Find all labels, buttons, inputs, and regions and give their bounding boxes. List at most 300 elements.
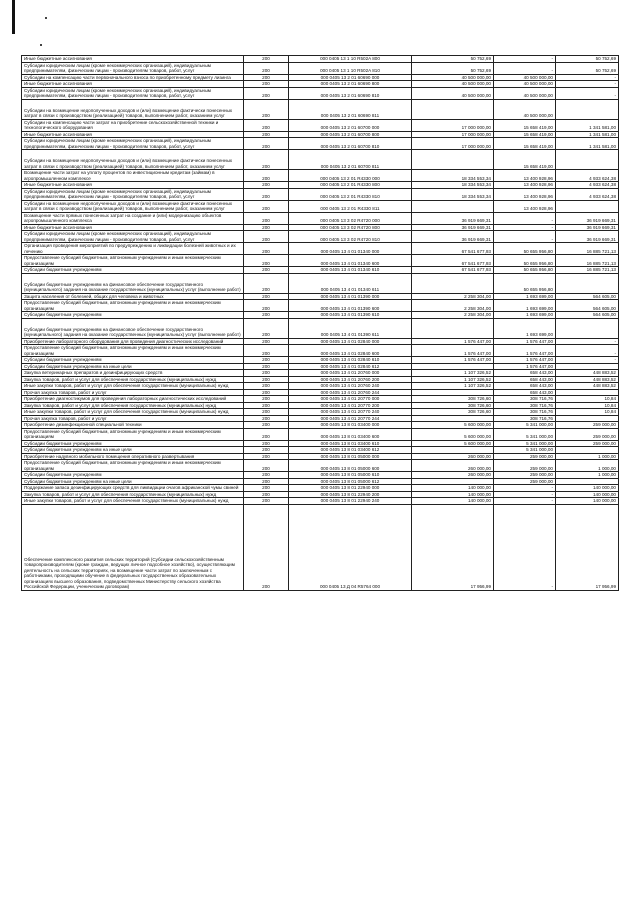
row-approved-amount: 18 334 553,34	[412, 170, 494, 182]
table-row	[22, 447, 619, 454]
row-line-code: 200	[244, 87, 289, 99]
row-line-code: 200	[244, 312, 289, 319]
row-executed-amount: 1 576 447,00	[494, 345, 556, 357]
table-row	[22, 243, 619, 255]
row-budget-code: 000 0405 13 2 01 60700 000	[289, 119, 412, 131]
row-line-code: 200	[244, 338, 289, 345]
table-row	[22, 62, 619, 74]
row-budget-code: 000 0405 13 8 01 05000 612	[289, 478, 412, 485]
row-name: Закупка ветеринарных препаратов и дезинфицирующих средств	[22, 370, 244, 377]
row-approved-amount: 36 919 669,31	[412, 231, 494, 243]
row-line-code: 200	[244, 345, 289, 357]
row-remainder-amount: 50 752,69	[556, 62, 619, 74]
row-budget-code: 000 0405 13 2 01 R4330 811	[289, 200, 412, 212]
row-remainder-amount: 16 885 721,13	[556, 243, 619, 255]
row-name: Субсидии на возмещение недополученных доходов и (или) возмещение фактически понесенных затрат в связи с производством (реализацией) товаров, выполнением работ, оказанием услуг	[22, 99, 244, 119]
table-row	[22, 504, 619, 590]
row-executed-amount: 1 693 699,00	[494, 300, 556, 312]
row-line-code: 200	[244, 428, 289, 440]
row-name: Субсидии бюджетным учреждениям	[22, 312, 244, 319]
row-line-code: 200	[244, 131, 289, 138]
row-name: Приобретение надувного мобильного помещения оперативного развертывания	[22, 453, 244, 460]
row-budget-code: 000 0405 13 8 01 22940 200	[289, 491, 412, 498]
row-executed-amount: 40 500 000,00	[494, 87, 556, 99]
table-row	[22, 318, 619, 338]
row-remainder-amount: 140 000,00	[556, 491, 619, 498]
row-remainder-amount: 448 883,52	[556, 383, 619, 390]
row-executed-amount: 40 500 000,00	[494, 99, 556, 119]
table-row	[22, 231, 619, 243]
row-name: Поддержание запаса дезинфицирующих средств для ликвидации очагов африканской чумы свиней	[22, 485, 244, 492]
row-executed-amount: 259 000,00	[494, 478, 556, 485]
row-budget-code: 000 0405 13 2 01 60690 810	[289, 87, 412, 99]
row-executed-amount: 259 000,00	[494, 453, 556, 460]
row-remainder-amount: -	[556, 74, 619, 81]
row-line-code: 200	[244, 376, 289, 383]
row-name: Иные бюджетные ассигнования	[22, 182, 244, 189]
row-approved-amount	[412, 273, 494, 293]
row-budget-code: 000 0405 13 4 01 20760 200	[289, 376, 412, 383]
row-remainder-amount: 4 933 624,38	[556, 188, 619, 200]
row-line-code: 200	[244, 383, 289, 390]
row-name: Субсидии юридическим лицам (кроме некоммерческих организаций), индивидуальным предпринимателям, физическим лицам - производителям товаров, работ, услуг	[22, 231, 244, 243]
row-executed-amount: 40 500 000,00	[494, 74, 556, 81]
row-approved-amount: 140 000,00	[412, 491, 494, 498]
row-budget-code: 000 0405 13 8 01 05000 000	[289, 453, 412, 460]
row-remainder-amount: 36 919 669,31	[556, 212, 619, 224]
row-line-code: 200	[244, 422, 289, 429]
row-approved-amount: 36 919 669,31	[412, 224, 494, 231]
row-budget-code: 000 0405 13 4 01 01390 000	[289, 293, 412, 300]
row-approved-amount: 18 334 553,34	[412, 182, 494, 189]
row-budget-code: 000 0405 13 2 01 60700 810	[289, 138, 412, 150]
row-remainder-amount: 50 752,69	[556, 56, 619, 63]
row-line-code: 200	[244, 402, 289, 409]
row-executed-amount: 15 658 419,00	[494, 131, 556, 138]
row-approved-amount: 260 000,00	[412, 460, 494, 472]
row-approved-amount: 17 000 000,00	[412, 131, 494, 138]
table-row	[22, 138, 619, 150]
row-executed-amount: -	[494, 231, 556, 243]
row-budget-code: 000 0405 13 4 01 20760 240	[289, 383, 412, 390]
scan-dot	[40, 44, 42, 46]
row-budget-code: 000 0405 13 Д 04 R5764 000	[289, 504, 412, 590]
row-remainder-amount: 1 000,00	[556, 453, 619, 460]
row-budget-code: 000 0405 13 2 01 R4330 810	[289, 188, 412, 200]
row-budget-code: 000 0405 13 4 01 02840 610	[289, 357, 412, 364]
row-budget-code: 000 0405 13 2 01 60690 000	[289, 74, 412, 81]
row-approved-amount: 5 600 000,00	[412, 440, 494, 447]
row-budget-code: 000 0405 13 4 01 01340 611	[289, 273, 412, 293]
row-approved-amount: 5 600 000,00	[412, 422, 494, 429]
row-remainder-amount: -	[556, 87, 619, 99]
row-executed-amount: 259 000,00	[494, 472, 556, 479]
row-remainder-amount: 17 956,99	[556, 504, 619, 590]
row-line-code: 200	[244, 99, 289, 119]
row-budget-code: 000 0405 13 4 01 20760 000	[289, 370, 412, 377]
row-budget-code: 000 0405 13 1 10 R502A 810	[289, 62, 412, 74]
table-row	[22, 119, 619, 131]
scan-mark	[12, 0, 15, 34]
table-row	[22, 200, 619, 212]
row-remainder-amount: 4 933 624,38	[556, 170, 619, 182]
row-budget-code: 000 0405 13 2 01 60700 800	[289, 131, 412, 138]
row-budget-code: 000 0405 13 4 01 20770 240	[289, 409, 412, 416]
table-row	[22, 428, 619, 440]
table-row	[22, 338, 619, 345]
row-remainder-amount: 259 000,00	[556, 440, 619, 447]
row-executed-amount: -	[494, 504, 556, 590]
row-approved-amount: 2 258 304,00	[412, 293, 494, 300]
row-approved-amount: 1 107 326,52	[412, 383, 494, 390]
row-name: Иные бюджетные ассигнования	[22, 224, 244, 231]
row-remainder-amount: 448 883,52	[556, 370, 619, 377]
row-name: Закупка товаров, работ и услуг для обеспечения государственных (муниципальных) нужд	[22, 376, 244, 383]
row-budget-code: 000 0405 13 4 01 01390 611	[289, 318, 412, 338]
row-name: Иные бюджетные ассигнования	[22, 56, 244, 63]
row-name: Приобретение диагностикумов для проведения лабораторных диагностических исследований	[22, 396, 244, 403]
row-name: Иные бюджетные ассигнования	[22, 131, 244, 138]
table-row	[22, 99, 619, 119]
row-executed-amount: 1 576 447,00	[494, 363, 556, 370]
row-name: Защита населения от болезней, общих для человека и животных	[22, 293, 244, 300]
row-executed-amount: 5 341 000,00	[494, 422, 556, 429]
row-line-code: 200	[244, 150, 289, 170]
row-approved-amount: 40 500 000,00	[412, 74, 494, 81]
row-line-code: 200	[244, 182, 289, 189]
row-line-code: 200	[244, 440, 289, 447]
row-remainder-amount	[556, 318, 619, 338]
row-executed-amount: -	[494, 56, 556, 63]
row-executed-amount: 308 716,76	[494, 402, 556, 409]
row-approved-amount: 260 000,00	[412, 472, 494, 479]
row-line-code: 200	[244, 255, 289, 267]
row-remainder-amount: 564 605,00	[556, 300, 619, 312]
row-name: Обеспечение комплексного развития сельских территорий (Субсидии сельскохозяйственным товаропроизводителям (кроме граждан, ведущих личное подсобное хозяйство), осуществляющим деятельность на сельских территориях, на возмещение части затрат по заключенным с работниками, проходящими обучение в федеральных государственных образовательных организациях высшего образования, подведомственных Министерству сельского хозяйства Российской Федерации, ученическим договорам)	[22, 504, 244, 590]
row-executed-amount: 15 658 419,00	[494, 119, 556, 131]
row-approved-amount	[412, 150, 494, 170]
row-line-code: 200	[244, 396, 289, 403]
row-budget-code: 000 0405 13 8 01 22940 000	[289, 485, 412, 492]
row-name: Прочая закупка товаров, работ и услуг	[22, 415, 244, 422]
row-line-code: 200	[244, 212, 289, 224]
row-line-code: 200	[244, 119, 289, 131]
row-name: Субсидии юридическим лицам (кроме некоммерческих организаций), индивидуальным предпринимателям, физическим лицам - производителям товаров, работ, услуг	[22, 188, 244, 200]
row-executed-amount: 1 693 699,00	[494, 293, 556, 300]
row-remainder-amount: 448 883,52	[556, 376, 619, 383]
row-remainder-amount: 1 000,00	[556, 472, 619, 479]
row-name: Приобретение лабораторного оборудования для проведения диагностических исследований	[22, 338, 244, 345]
row-budget-code: 000 0405 13 1 10 R502A 800	[289, 56, 412, 63]
row-executed-amount: 13 400 928,96	[494, 182, 556, 189]
table-row	[22, 74, 619, 81]
row-approved-amount: 40 500 000,00	[412, 81, 494, 88]
row-name: Возмещение части прямых понесенных затрат на создание и (или) модернизацию объектов агропромышленного комплекса	[22, 212, 244, 224]
row-name: Организация проведения мероприятий по предупреждению и ликвидации болезней животных и их лечению	[22, 243, 244, 255]
row-line-code: 200	[244, 300, 289, 312]
row-line-code: 200	[244, 357, 289, 364]
row-approved-amount: 17 000 000,00	[412, 119, 494, 131]
row-approved-amount: 17 956,99	[412, 504, 494, 590]
row-line-code: 200	[244, 170, 289, 182]
row-executed-amount: 50 655 956,80	[494, 267, 556, 274]
row-approved-amount: 308 726,60	[412, 402, 494, 409]
row-remainder-amount: 36 919 669,31	[556, 224, 619, 231]
row-line-code: 200	[244, 231, 289, 243]
row-approved-amount: 1 107 326,52	[412, 376, 494, 383]
row-executed-amount: -	[494, 498, 556, 505]
row-line-code: 200	[244, 453, 289, 460]
table-row	[22, 363, 619, 370]
row-remainder-amount	[556, 200, 619, 212]
row-approved-amount: 5 600 000,00	[412, 428, 494, 440]
row-remainder-amount: 10,84	[556, 402, 619, 409]
row-name: Субсидии на возмещение недополученных доходов и (или) возмещение фактически понесенных затрат в связи с производством (реализацией) товаров, выполнением работ, оказанием услуг	[22, 150, 244, 170]
row-executed-amount: 13 400 928,96	[494, 200, 556, 212]
table-row	[22, 170, 619, 182]
row-approved-amount: 40 500 000,00	[412, 87, 494, 99]
row-remainder-amount: 564 605,00	[556, 312, 619, 319]
row-executed-amount: 50 655 956,80	[494, 255, 556, 267]
row-remainder-amount: 16 885 721,13	[556, 267, 619, 274]
row-executed-amount: 1 576 447,00	[494, 338, 556, 345]
table-row	[22, 87, 619, 99]
row-line-code: 200	[244, 56, 289, 63]
row-budget-code: 000 0405 13 4 01 01340 000	[289, 243, 412, 255]
row-name: Субсидии на компенсацию части затрат на приобретение сельскохозяйственной техники и технологического оборудования	[22, 119, 244, 131]
row-line-code: 200	[244, 478, 289, 485]
row-line-code: 200	[244, 504, 289, 590]
row-approved-amount: 36 919 669,31	[412, 212, 494, 224]
table-row	[22, 212, 619, 224]
row-name: Закупка товаров, работ и услуг для обеспечения государственных (муниципальных) нужд	[22, 402, 244, 409]
table-row	[22, 300, 619, 312]
row-approved-amount: 1 576 447,00	[412, 357, 494, 364]
row-name: Субсидии юридическим лицам (кроме некоммерческих организаций), индивидуальным предпринимателям, физическим лицам - производителям товаров, работ, услуг	[22, 87, 244, 99]
table-row	[22, 460, 619, 472]
table-body	[22, 56, 619, 591]
row-line-code: 200	[244, 370, 289, 377]
row-name: Субсидии на компенсацию части первоначального взноса по приобретенному предмету лизинга	[22, 74, 244, 81]
row-approved-amount	[412, 99, 494, 119]
scan-dot	[45, 17, 47, 19]
row-approved-amount: 50 752,69	[412, 56, 494, 63]
row-name: Предоставление субсидий бюджетным, автономным учреждениям и иным некоммерческим организациям	[22, 255, 244, 267]
row-remainder-amount	[556, 150, 619, 170]
row-name: Предоставление субсидий бюджетным, автономным учреждениям и иным некоммерческим организациям	[22, 300, 244, 312]
row-line-code: 200	[244, 81, 289, 88]
table-row	[22, 255, 619, 267]
row-name: Субсидии на возмещение недополученных доходов и (или) возмещение фактически понесенных затрат в связи с производством (реализацией) товаров, выполнением работ, оказанием услуг	[22, 200, 244, 212]
row-executed-amount: 308 716,76	[494, 396, 556, 403]
table-row	[22, 345, 619, 357]
row-remainder-amount	[556, 99, 619, 119]
row-remainder-amount: -	[556, 81, 619, 88]
row-budget-code: 000 0405 13 4 01 01390 610	[289, 312, 412, 319]
row-approved-amount: 17 000 000,00	[412, 138, 494, 150]
row-executed-amount: 658 443,00	[494, 383, 556, 390]
row-remainder-amount: -	[556, 357, 619, 364]
row-executed-amount: 50 655 956,80	[494, 273, 556, 293]
row-approved-amount	[412, 318, 494, 338]
row-budget-code: 000 0405 13 2 01 60700 811	[289, 150, 412, 170]
row-executed-amount: -	[494, 485, 556, 492]
row-approved-amount: 1 576 447,00	[412, 338, 494, 345]
row-budget-code: 000 0405 13 2 01 60690 811	[289, 99, 412, 119]
row-budget-code: 000 0405 13 8 01 03400 612	[289, 447, 412, 454]
row-line-code: 200	[244, 485, 289, 492]
row-budget-code: 000 0405 13 3 02 R4720 000	[289, 212, 412, 224]
row-name: Субсидии бюджетным учреждениям	[22, 267, 244, 274]
table-row	[22, 188, 619, 200]
row-line-code: 200	[244, 389, 289, 396]
row-approved-amount: 1 576 447,00	[412, 345, 494, 357]
row-name: Возмещение части затрат на уплату процентов по инвестиционным кредитам (займам) в агропромышленном комплексе	[22, 170, 244, 182]
row-remainder-amount: 36 919 669,31	[556, 231, 619, 243]
row-approved-amount: 2 258 304,00	[412, 300, 494, 312]
row-name: Предоставление субсидий бюджетным, автономным учреждениям и иным некоммерческим организациям	[22, 460, 244, 472]
row-line-code: 200	[244, 415, 289, 422]
row-budget-code: 000 0405 13 4 01 02840 612	[289, 363, 412, 370]
row-name: Субсидии юридическим лицам (кроме некоммерческих организаций), индивидуальным предпринимателям, физическим лицам - производителям товаров, работ, услуг	[22, 62, 244, 74]
row-name: Субсидии бюджетным учреждениям на финансовое обеспечение государственного (муниципального) задания на оказание государственных (муниципальных) услуг (выполнение работ)	[22, 273, 244, 293]
row-name: Субсидии бюджетным учреждениям	[22, 472, 244, 479]
row-budget-code: 000 0405 13 4 01 01340 600	[289, 255, 412, 267]
row-remainder-amount: 259 000,00	[556, 428, 619, 440]
row-budget-code: 000 0405 13 2 01 60690 800	[289, 81, 412, 88]
row-budget-code: 000 0405 13 8 01 22940 240	[289, 498, 412, 505]
row-approved-amount	[412, 200, 494, 212]
row-executed-amount: 13 400 928,96	[494, 188, 556, 200]
row-name: Закупка товаров, работ и услуг для обеспечения государственных (муниципальных) нужд	[22, 491, 244, 498]
row-name: Предоставление субсидий бюджетным, автономным учреждениям и иным некоммерческим организациям	[22, 345, 244, 357]
row-remainder-amount: 259 000,00	[556, 422, 619, 429]
row-executed-amount: 15 658 419,00	[494, 150, 556, 170]
row-budget-code: 000 0405 13 8 01 05000 610	[289, 472, 412, 479]
row-executed-amount: 308 716,76	[494, 415, 556, 422]
row-approved-amount: 308 726,60	[412, 396, 494, 403]
row-line-code: 200	[244, 62, 289, 74]
row-line-code: 200	[244, 74, 289, 81]
row-line-code: 200	[244, 188, 289, 200]
row-approved-amount: 50 752,69	[412, 62, 494, 74]
row-budget-code: 000 0405 13 4 01 20770 200	[289, 402, 412, 409]
row-executed-amount: 1 693 699,00	[494, 312, 556, 319]
row-budget-code: 000 0405 13 8 01 05000 600	[289, 460, 412, 472]
row-approved-amount: 140 000,00	[412, 498, 494, 505]
row-line-code: 200	[244, 267, 289, 274]
row-name: Субсидии бюджетным учреждениям	[22, 440, 244, 447]
table-row	[22, 422, 619, 429]
row-line-code: 200	[244, 460, 289, 472]
row-executed-amount: 5 341 000,00	[494, 447, 556, 454]
row-line-code: 200	[244, 243, 289, 255]
table-row	[22, 273, 619, 293]
budget-execution-table	[21, 55, 619, 591]
row-executed-amount: 5 341 000,00	[494, 440, 556, 447]
row-line-code: 200	[244, 491, 289, 498]
row-budget-code: 000 0405 13 4 01 02840 000	[289, 338, 412, 345]
row-approved-amount: 1 107 326,52	[412, 370, 494, 377]
row-remainder-amount: -	[556, 345, 619, 357]
row-executed-amount: 15 658 419,00	[494, 138, 556, 150]
row-remainder-amount: 16 885 721,13	[556, 255, 619, 267]
row-name: Иные закупки товаров, работ и услуг для обеспечения государственных (муниципальных) нужд	[22, 409, 244, 416]
row-remainder-amount: 1 341 581,00	[556, 138, 619, 150]
row-approved-amount: 308 726,60	[412, 409, 494, 416]
row-line-code: 200	[244, 472, 289, 479]
row-executed-amount: 658 443,00	[494, 370, 556, 377]
row-budget-code: 000 0405 13 3 02 R4720 800	[289, 224, 412, 231]
row-remainder-amount: 1 341 581,00	[556, 119, 619, 131]
row-budget-code: 000 0405 13 8 01 03400 000	[289, 422, 412, 429]
row-remainder-amount: 564 605,00	[556, 293, 619, 300]
row-remainder-amount: 10,84	[556, 396, 619, 403]
row-approved-amount: 67 541 677,93	[412, 255, 494, 267]
row-budget-code: 000 0405 13 8 01 03400 600	[289, 428, 412, 440]
row-budget-code: 000 0405 13 4 01 02840 600	[289, 345, 412, 357]
row-line-code: 200	[244, 363, 289, 370]
row-executed-amount: -	[494, 491, 556, 498]
row-remainder-amount: 140 000,00	[556, 485, 619, 492]
row-budget-code: 000 0405 13 4 01 20770 000	[289, 396, 412, 403]
row-executed-amount: -	[494, 224, 556, 231]
row-budget-code: 000 0405 13 4 01 20760 244	[289, 389, 412, 396]
table-row	[22, 293, 619, 300]
row-executed-amount: -	[494, 62, 556, 74]
row-name: Иные закупки товаров, работ и услуг для обеспечения государственных (муниципальных) нужд	[22, 383, 244, 390]
row-remainder-amount: 1 341 581,00	[556, 131, 619, 138]
row-name: Прочая закупка товаров, работ и услуг	[22, 389, 244, 396]
row-name: Субсидии бюджетным учреждениям на иные цели	[22, 447, 244, 454]
row-approved-amount: 18 334 553,34	[412, 188, 494, 200]
row-budget-code: 000 0405 13 4 01 01390 600	[289, 300, 412, 312]
row-approved-amount: 67 541 677,93	[412, 267, 494, 274]
row-name: Субсидии бюджетным учреждениям	[22, 357, 244, 364]
row-line-code: 200	[244, 138, 289, 150]
row-executed-amount: 1 693 699,00	[494, 318, 556, 338]
table-row	[22, 150, 619, 170]
row-executed-amount: -	[494, 212, 556, 224]
row-remainder-amount: 10,84	[556, 409, 619, 416]
row-executed-amount: 5 341 000,00	[494, 428, 556, 440]
row-name: Субсидии юридическим лицам (кроме некоммерческих организаций), индивидуальным предпринимателям, физическим лицам - производителям товаров, работ, услуг	[22, 138, 244, 150]
row-executed-amount: 40 500 000,00	[494, 81, 556, 88]
row-approved-amount: 2 258 304,00	[412, 312, 494, 319]
row-line-code: 200	[244, 273, 289, 293]
row-line-code: 200	[244, 447, 289, 454]
row-executed-amount: 308 716,76	[494, 409, 556, 416]
row-line-code: 200	[244, 293, 289, 300]
row-name: Приобретение дезинфекционной специальной техники	[22, 422, 244, 429]
row-line-code: 200	[244, 200, 289, 212]
row-line-code: 200	[244, 318, 289, 338]
row-line-code: 200	[244, 498, 289, 505]
row-executed-amount: 658 443,00	[494, 389, 556, 396]
row-remainder-amount: -	[556, 338, 619, 345]
row-name: Иные закупки товаров, работ и услуг для обеспечения государственных (муниципальных) нужд	[22, 498, 244, 505]
row-name: Субсидии бюджетным учреждениям на иные цели	[22, 478, 244, 485]
row-name: Субсидии бюджетным учреждениям на иные цели	[22, 363, 244, 370]
row-remainder-amount: 140 000,00	[556, 498, 619, 505]
row-remainder-amount: 4 933 624,38	[556, 182, 619, 189]
row-executed-amount: 13 400 928,96	[494, 170, 556, 182]
row-budget-code: 000 0405 13 3 02 R4720 810	[289, 231, 412, 243]
row-remainder-amount	[556, 273, 619, 293]
row-line-code: 200	[244, 409, 289, 416]
row-name: Иные бюджетные ассигнования	[22, 81, 244, 88]
row-approved-amount: 140 000,00	[412, 485, 494, 492]
